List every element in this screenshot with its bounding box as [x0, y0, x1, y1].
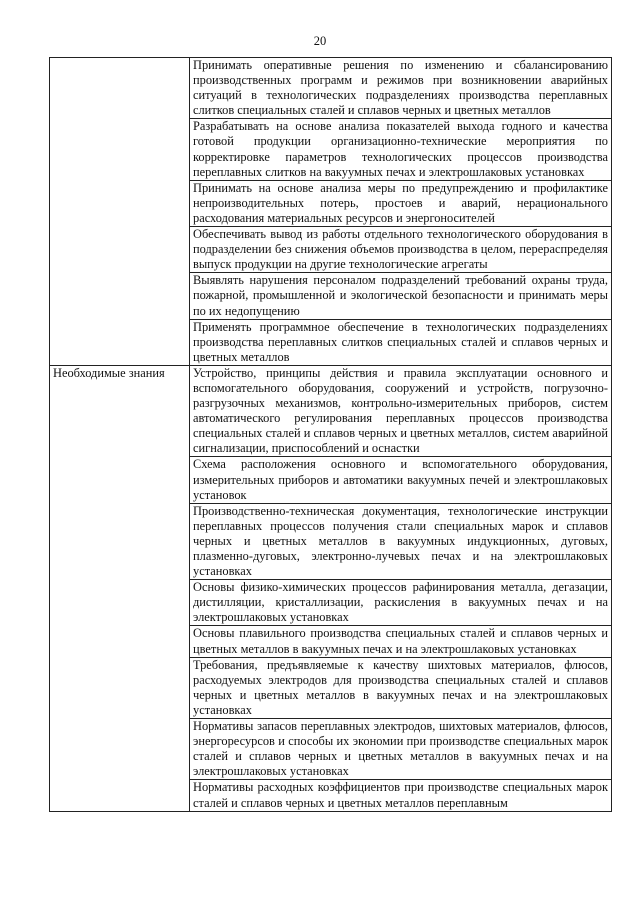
knowledge-item: Нормативы запасов переплавных электродов, шихтовых материалов, флюсов, энергоресурсов и способы их экономии при производстве специальных марок сталей и сплавов черных и цветных металлов в вакуумных печах и на электрошлаковых установках — [190, 719, 612, 780]
section-label-cell — [50, 58, 190, 366]
skill-item: Разрабатывать на основе анализа показателей выхода годного и качества готовой продукции организационно-технические мероприятия по корректировке параметров технологических процессов производства переплавных слитков на вакуумных печах и электрошлаковых установках — [190, 119, 612, 180]
knowledge-item: Основы физико-химических процессов рафинирования металла, дегазации, дистилляции, кристаллизации, раскисления в вакуумных печах и на электрошлаковых установках — [190, 580, 612, 626]
requirements-table — [49, 57, 612, 812]
table-row — [50, 58, 612, 119]
knowledge-item: Схема расположения основного и вспомогательного оборудования, измерительных приборов и автоматики вакуумных печей и электрошлаковых установок — [190, 457, 612, 503]
skill-item: Выявлять нарушения персоналом подразделений требований охраны труда, пожарной, промышленной и экологической безопасности и принимать меры по их недопущению — [190, 273, 612, 319]
skill-item: Обеспечивать вывод из работы отдельного технологического оборудования в подразделении без снижения объемов производства в целом, перераспределяя выпуск продукции на другие технологические агрегаты — [190, 227, 612, 273]
skill-item: Применять программное обеспечение в технологических подразделениях производства переплавных слитков специальных сталей и сплавов черных и цветных металлов — [190, 319, 612, 365]
knowledge-item: Требования, предъявляемые к качеству шихтовых материалов, флюсов, расходуемых электродов для производства специальных сталей и сплавов черных и цветных металлов в вакуумных печах и на электрошлаковых установках — [190, 657, 612, 718]
skill-item: Принимать на основе анализа меры по предупреждению и профилактике непроизводительных потерь, простоев и аварий, нерационального расходования материальных ресурсов и энергоносителей — [190, 180, 612, 226]
table-row — [50, 365, 612, 457]
knowledge-item: Основы плавильного производства специальных сталей и сплавов черных и цветных металлов в вакуумных печах и на электрошлаковых установках — [190, 626, 612, 657]
knowledge-item: Устройство, принципы действия и правила эксплуатации основного и вспомогательного оборудования, сооружений и устройств, погрузочно-разгрузочных механизмов, контрольно-измерительных приборов, систем автоматического регулирования переплавных процессов производства специальных сталей и сплавов черных и цветных металлов, систем аварийной сигнализации, приспособлений и оснастки — [190, 365, 612, 457]
knowledge-item: Производственно-техническая документация, технологические инструкции переплавных процессов получения стали специальных марок и сплавов черных и цветных металлов в вакуумных индукционных, дуговых, плазменно-дуговых, электронно-лучевых печах и на электрошлаковых установках — [190, 503, 612, 579]
knowledge-item: Нормативы расходных коэффициентов при производстве специальных марок сталей и сплавов черных и цветных металлов переплавным — [190, 780, 612, 811]
section-label-knowledge: Необходимые знания — [50, 365, 190, 811]
page-number: 20 — [313, 34, 327, 48]
skill-item: Принимать оперативные решения по изменению и сбалансированию производственных программ и режимов при возникновении аварийных ситуаций в технологических подразделениях производства переплавных слитков специальных сталей и сплавов черных и цветных металлов — [190, 58, 612, 119]
